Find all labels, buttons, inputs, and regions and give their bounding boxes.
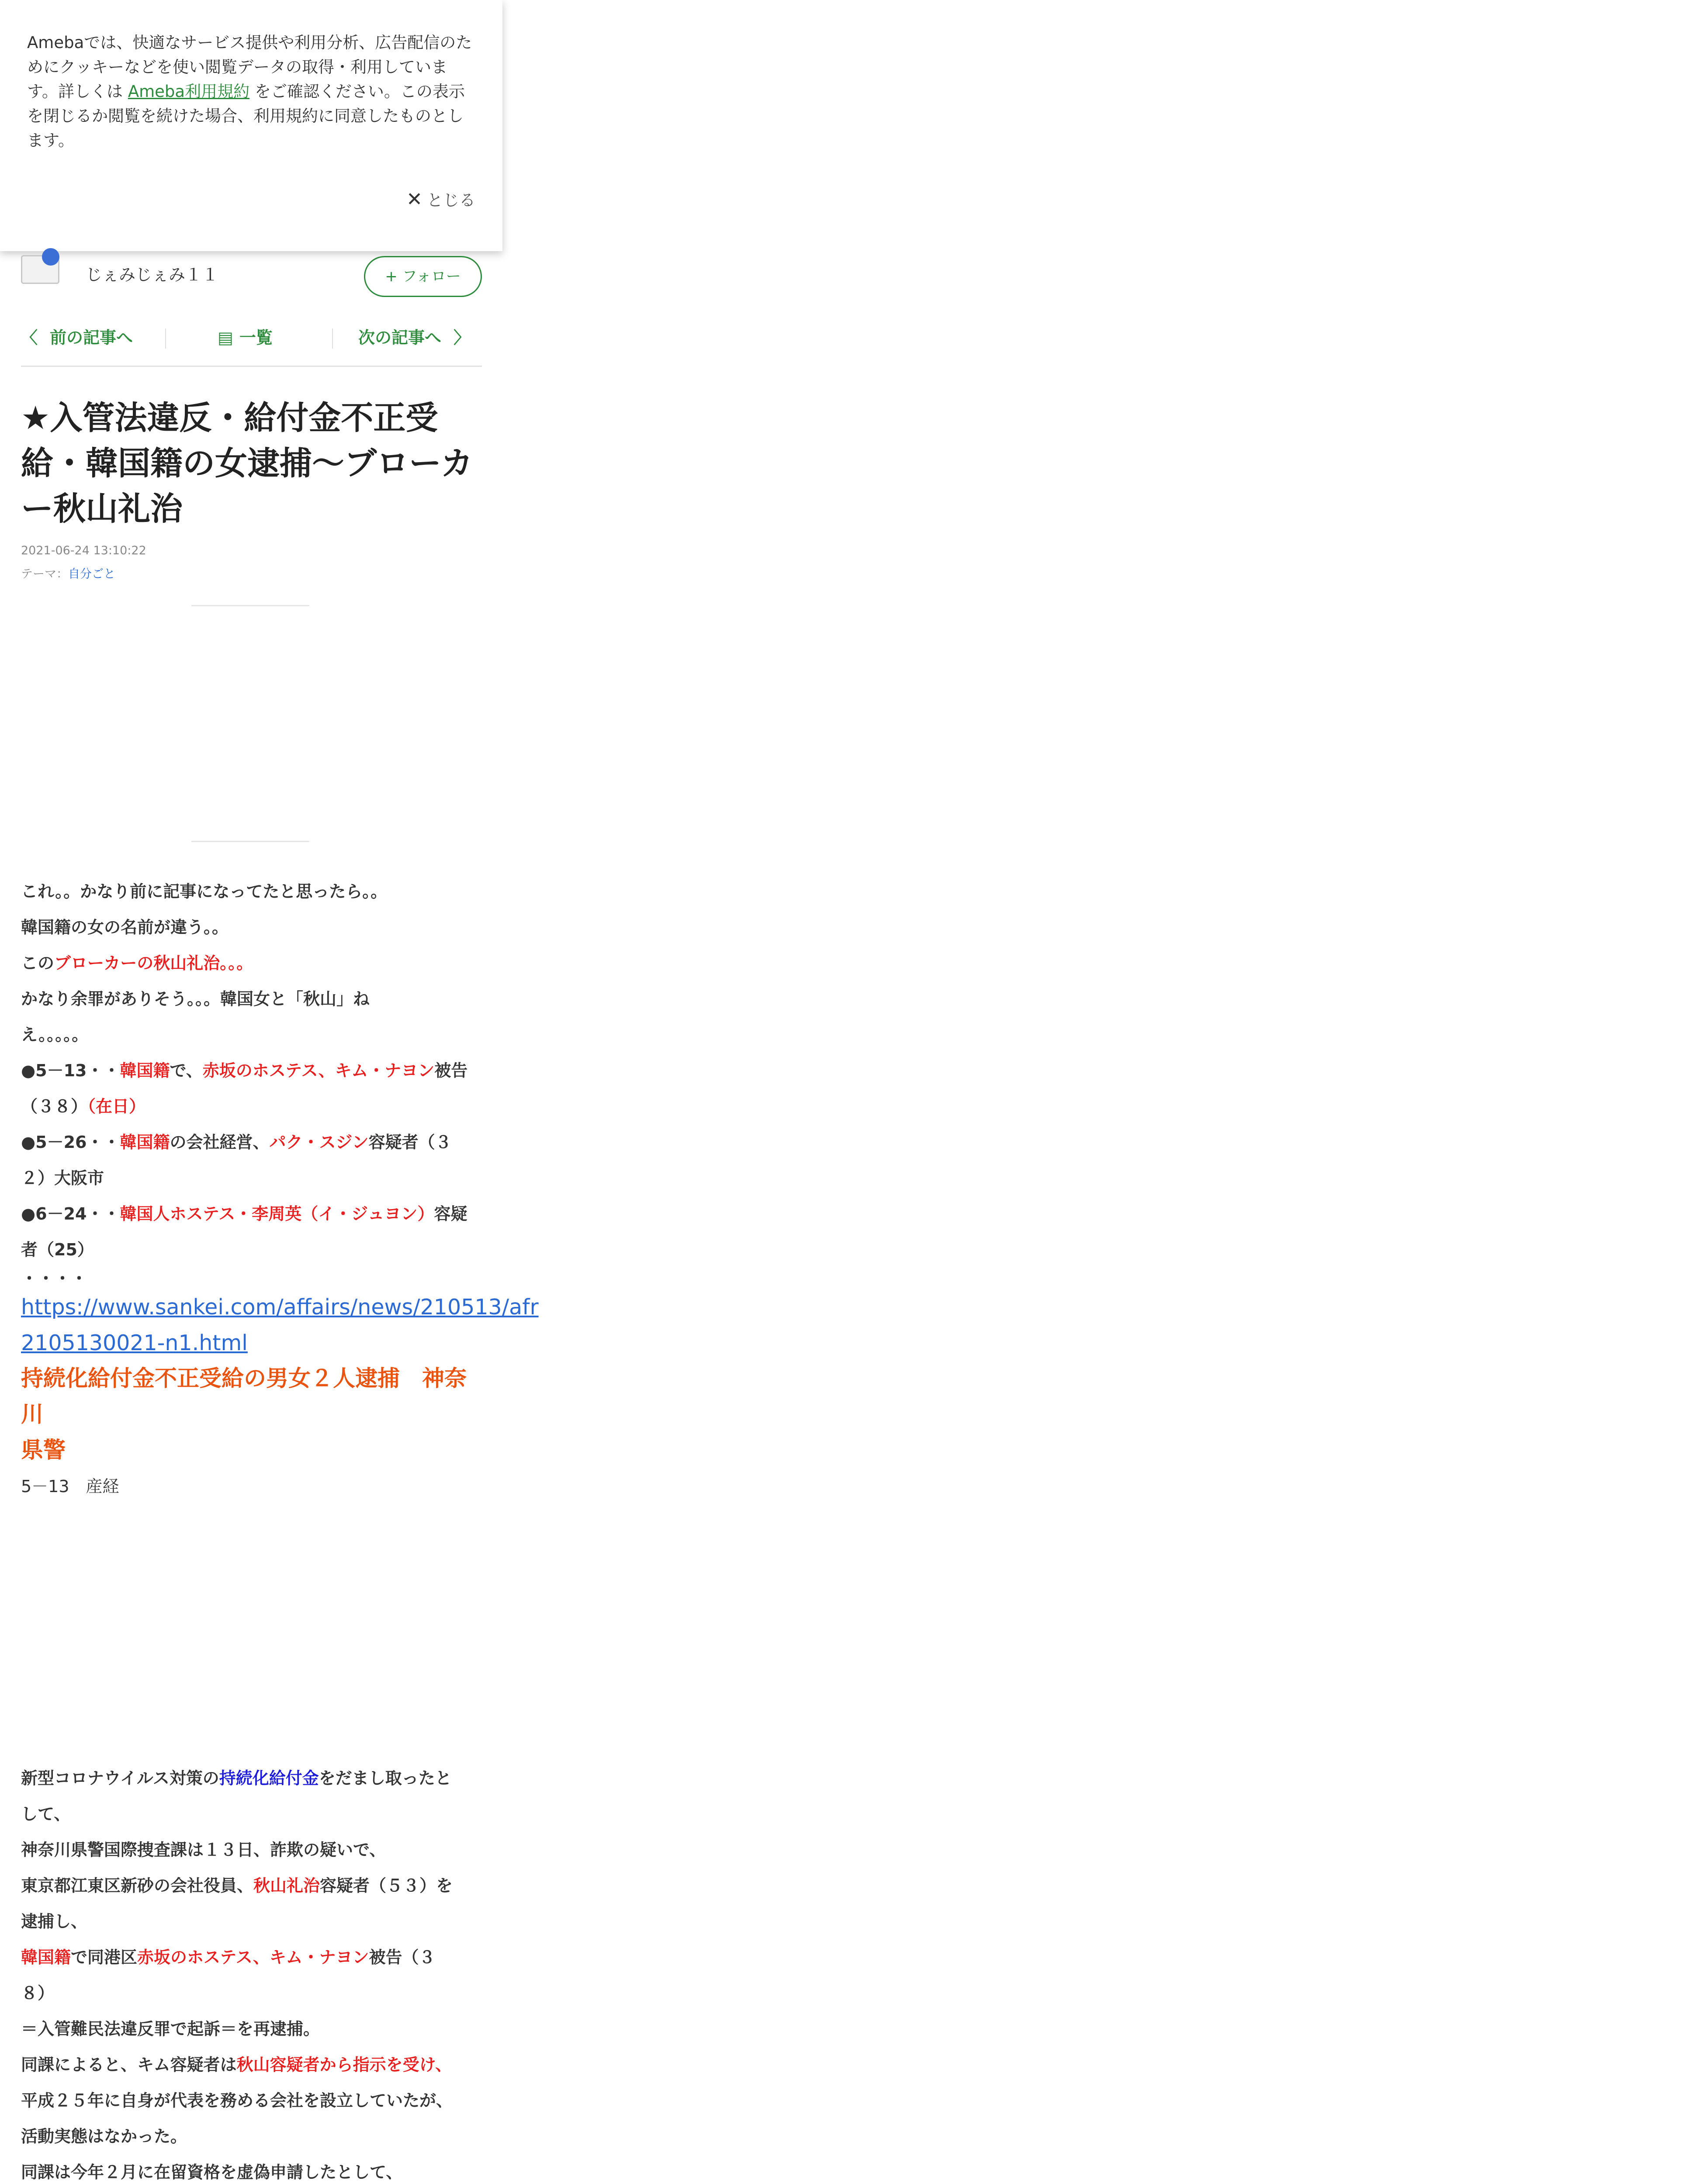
text-span: ●6－24・・	[21, 1204, 120, 1223]
highlight-text: （在日）	[87, 1097, 146, 1116]
article-title: ★入管法違反・給付金不正受給・韓国籍の女逮捕～ブローカー秋山礼治	[21, 399, 473, 528]
cookie-text-after: をご確認ください。この表示を閉じるか閲覧を続けた場合、利用規約に同意したものとします。	[27, 82, 465, 150]
text-line	[21, 1089, 482, 1124]
text-line	[21, 1196, 482, 1232]
highlight-text: 赤坂のホステス、キム・ナヨン	[202, 1061, 435, 1080]
text-line: ・・・・	[21, 1269, 88, 1288]
text-line: ８）	[21, 1984, 55, 2003]
news-headline: 県警	[21, 1438, 66, 1463]
article-theme	[21, 564, 115, 581]
article-nav	[21, 315, 482, 367]
news-headline: 持続化給付金不正受給の男女２人逮捕 神奈川	[21, 1366, 467, 1427]
text-span: ●5－26・・	[21, 1133, 120, 1152]
cookie-close-label: とじる	[427, 191, 475, 210]
text-span: （３８）	[21, 1097, 88, 1116]
text-line: これ。。かなり前に記事になってたと思ったら。。	[21, 882, 388, 901]
highlight-text: 秋山礼治	[253, 1876, 320, 1895]
theme-label: テーマ：	[21, 567, 68, 581]
text-span: 容疑	[434, 1204, 468, 1223]
article-list-label: 一覧	[239, 328, 273, 347]
next-article-label: 次の記事へ	[358, 328, 442, 347]
text-line: 者（25）	[21, 1240, 94, 1259]
highlight-text: 持続化給付金	[219, 1769, 319, 1788]
news-source: 5－13 産経	[21, 1477, 119, 1496]
prev-article-label: 前の記事へ	[50, 328, 133, 347]
divider	[191, 841, 309, 842]
intro-section	[21, 874, 539, 1504]
cookie-text-before: Amebaでは、快適なサービス提供や利用分析、広告配信のためにクッキーなどを使い閲覧データの取得・利用しています。詳しくは	[27, 33, 472, 101]
news-link[interactable]: 2105130021-n1.html	[21, 1330, 248, 1355]
highlight-text: 秋山容疑者から指示を受け、	[236, 2055, 452, 2074]
text-span: この	[21, 954, 55, 973]
text-line	[21, 1868, 482, 1904]
theme-link[interactable]: 自分ごと	[68, 567, 115, 581]
text-line	[21, 945, 482, 981]
text-line: 神奈川県警国際捜査課は１３日、詐欺の疑いで、	[21, 1840, 386, 1859]
text-line: 平成２５年に自身が代表を務める会社を設立していたが、	[21, 2091, 453, 2110]
text-span: で同港区	[71, 1948, 138, 1967]
text-line	[21, 1939, 482, 1975]
prev-article-link[interactable]	[21, 324, 133, 348]
text-line	[21, 1053, 482, 1089]
username[interactable]: じぇみじぇみ１１	[86, 265, 219, 284]
text-line: ＝入管難民法違反罪で起訴＝を再逮捕。	[21, 2019, 320, 2039]
highlight-text: パク・スジン	[269, 1133, 369, 1152]
text-span: ●5－13・・	[21, 1061, 120, 1080]
cookie-text	[27, 31, 475, 153]
text-line	[21, 1124, 482, 1160]
blog-profile	[21, 253, 482, 293]
text-line: 活動実態はなかった。	[21, 2127, 187, 2146]
news-link[interactable]: https://www.sankei.com/affairs/news/210513/afr	[21, 1295, 539, 1320]
highlight-text: 韓国籍	[21, 1948, 71, 1967]
cookie-banner	[0, 0, 502, 251]
chevron-left-icon: 〈	[21, 328, 38, 347]
text-span: 容疑者（３	[368, 1133, 452, 1152]
nav-divider	[332, 328, 333, 349]
terms-link[interactable]: Ameba利用規約	[128, 82, 250, 101]
document-icon: ▤	[218, 328, 233, 347]
chevron-right-icon: 〉	[454, 328, 471, 347]
text-span: 容疑者（５３）を	[320, 1876, 453, 1895]
text-span: をだまし取ったと	[319, 1769, 452, 1788]
text-span: 東京都江東区新砂の会社役員、	[21, 1876, 254, 1895]
text-span: 新型コロナウイルス対策の	[21, 1769, 219, 1788]
text-line	[21, 1760, 482, 1796]
text-line: して、	[21, 1804, 71, 1824]
next-article-link[interactable]	[358, 324, 470, 348]
cookie-close-button[interactable]	[406, 187, 475, 211]
highlight-text: 韓国籍	[120, 1061, 170, 1080]
text-span: で、	[170, 1061, 203, 1080]
text-line: 逮捕し、	[21, 1912, 88, 1931]
highlight-text: 赤坂のホステス、キム・ナヨン	[137, 1948, 369, 1967]
divider	[191, 605, 309, 606]
close-icon: ✕	[406, 188, 422, 211]
text-line: 同課は今年２月に在留資格を虚偽申請したとして、	[21, 2163, 403, 2182]
text-line: 韓国籍の女の名前が違う。。	[21, 918, 229, 937]
highlight-text: ブローカーの秋山礼治。。。	[54, 954, 253, 973]
nav-divider	[165, 328, 166, 349]
highlight-text: 韓国籍	[120, 1133, 170, 1152]
highlight-text: 韓国人ホステス・李周英（イ・ジュヨン）	[120, 1204, 434, 1223]
text-line: え。。。。。	[21, 1025, 89, 1044]
badge-icon	[42, 248, 59, 266]
news1-body	[21, 1760, 482, 2184]
article-list-link[interactable]	[218, 324, 273, 348]
follow-button[interactable]: + フォロー	[364, 256, 482, 297]
text-span: 同課によると、キム容疑者は	[21, 2055, 237, 2074]
text-span: の会社経営、	[170, 1133, 270, 1152]
text-line: かなり余罪がありそう。。。韓国女と「秋山」ね	[21, 989, 370, 1009]
text-line	[21, 2047, 482, 2083]
text-span: 被告	[434, 1061, 468, 1080]
text-line: ２）大阪市	[21, 1168, 104, 1188]
text-span: 被告（３	[369, 1948, 436, 1967]
article-date: 2021-06-24 13:10:22	[21, 544, 146, 557]
